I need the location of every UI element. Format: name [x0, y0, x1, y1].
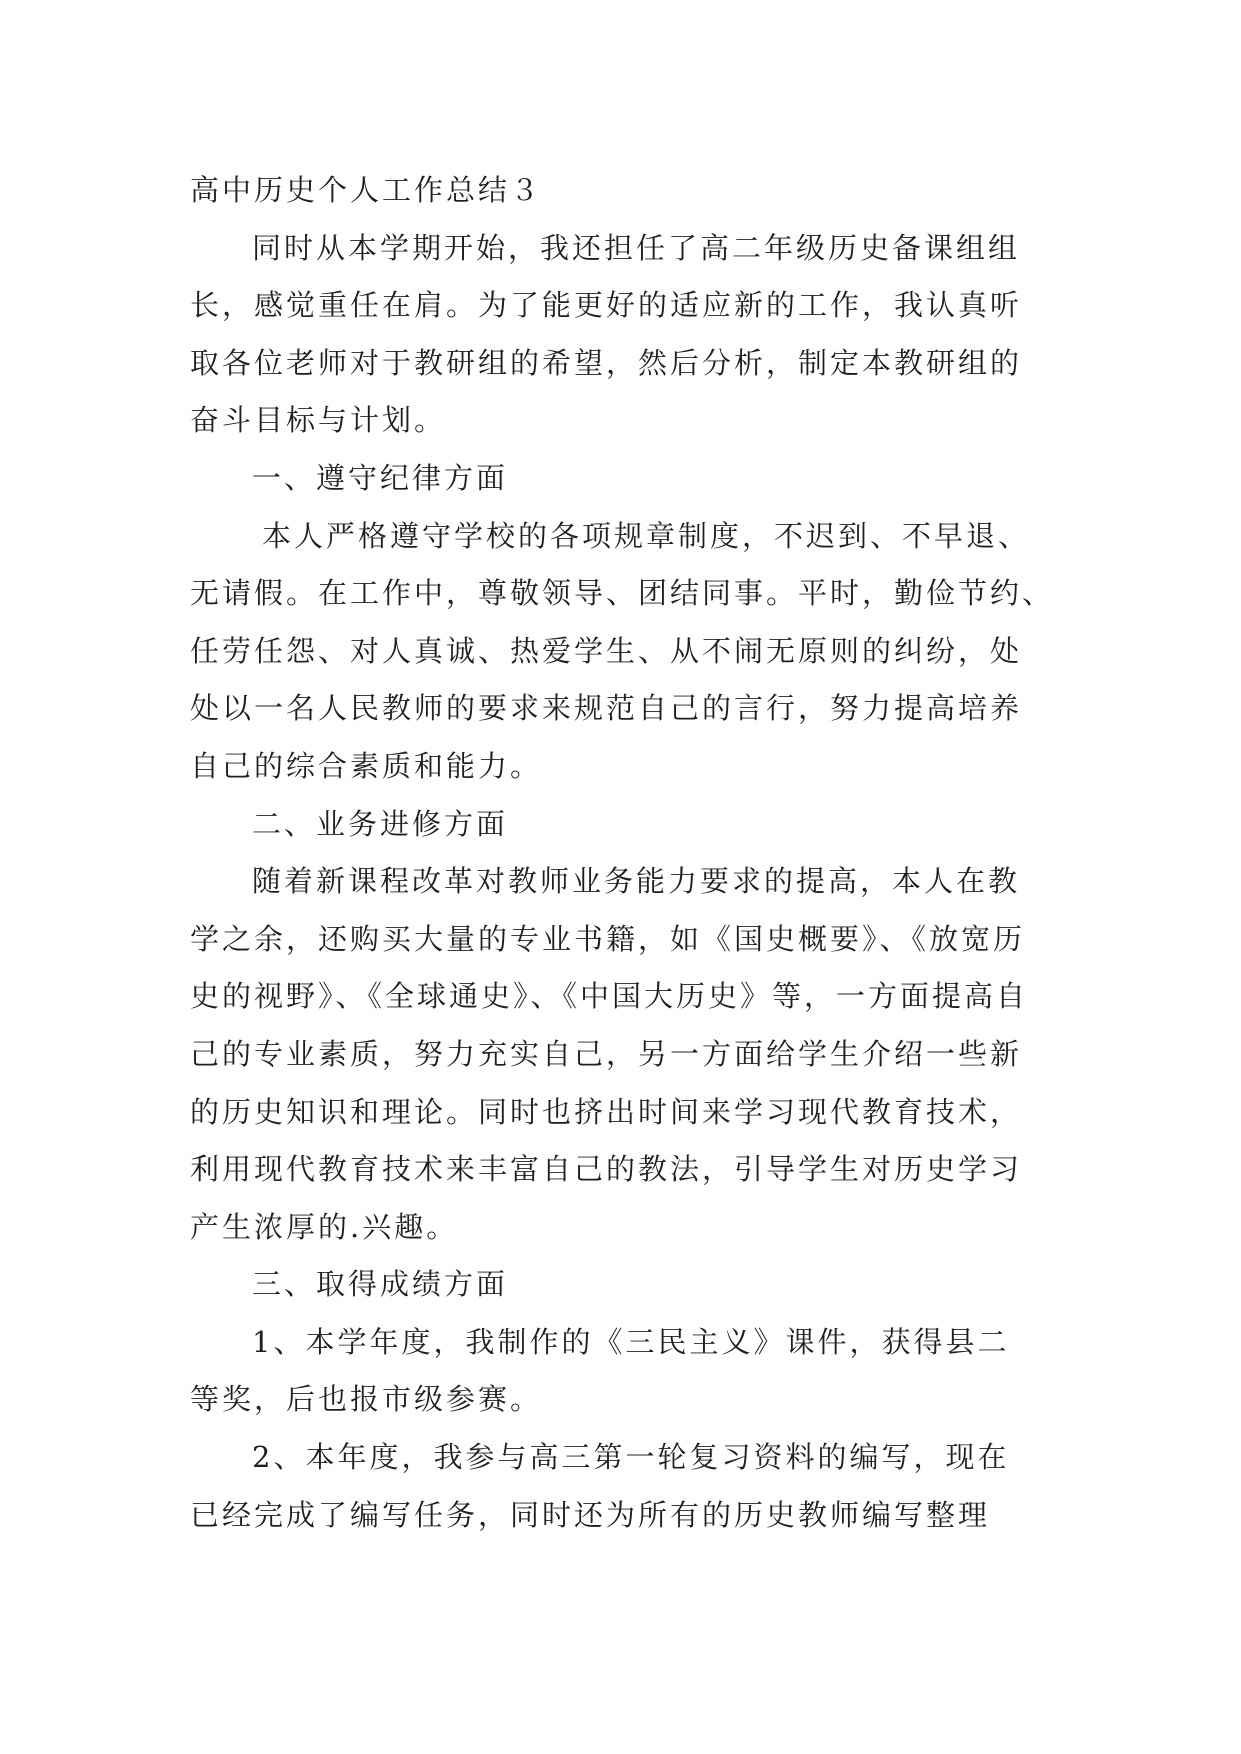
paragraph-line: 己的专业素质，努力充实自己，另一方面给学生介绍一些新	[190, 1036, 1023, 1071]
paragraph-line: 2、本年度，我参与高三第一轮复习资料的编写，现在	[252, 1440, 1010, 1475]
paragraph-line: 长，感觉重任在肩。为了能更好的适应新的工作，我认真听	[190, 288, 1023, 323]
paragraph-line: 等奖，后也报市级参赛。	[190, 1382, 543, 1417]
paragraph-line: 随着新课程改革对教师业务能力要求的提高，本人在教	[252, 864, 1021, 899]
paragraph-line: 的历史知识和理论。同时也挤出时间来学习现代教育技术，	[190, 1094, 1023, 1129]
section-heading: 三、取得成绩方面	[252, 1267, 509, 1302]
document-title: 高中历史个人工作总结３	[190, 173, 543, 207]
paragraph-line: 同时从本学期开始，我还担任了高二年级历史备课组组	[252, 230, 1021, 265]
paragraph-line: 取各位老师对于教研组的希望，然后分析，制定本教研组的	[190, 345, 1023, 380]
paragraph-line: 处以一名人民教师的要求来规范自己的言行，努力提高培养	[190, 691, 1023, 726]
paragraph-line: 利用现代教育技术来丰富自己的教法，引导学生对历史学习	[190, 1152, 1023, 1187]
section-heading: 二、业务进修方面	[252, 806, 509, 841]
document-body	[190, 162, 1060, 1544]
section-heading: 一、遵守纪律方面	[252, 460, 509, 495]
paragraph-line: 奋斗目标与计划。	[190, 403, 447, 438]
paragraph-line: 任劳任怨、对人真诚、热爱学生、从不闹无原则的纠纷，处	[190, 633, 1023, 668]
paragraph-line: 1、本学年度，我制作的《三民主义》课件，获得县二	[252, 1324, 1010, 1359]
paragraph-line: 产生浓厚的.兴趣。	[190, 1209, 459, 1244]
paragraph-line: 无请假。在工作中，尊敬领导、团结同事。平时，勤俭节约、	[190, 576, 1055, 611]
paragraph-line: 学之余，还购买大量的专业书籍，如《国史概要》、《放宽历	[190, 921, 1026, 956]
paragraph-line: 已经完成了编写任务，同时还为所有的历史教师编写整理	[190, 1497, 991, 1532]
paragraph-line: 史的视野》、《全球通史》、《中国大历史》等，一方面提高自	[190, 979, 1029, 1014]
paragraph-line: 自己的综合素质和能力。	[190, 748, 543, 783]
paragraph-line: 本人严格遵守学校的各项规章制度，不迟到、不早退、	[262, 518, 1031, 553]
